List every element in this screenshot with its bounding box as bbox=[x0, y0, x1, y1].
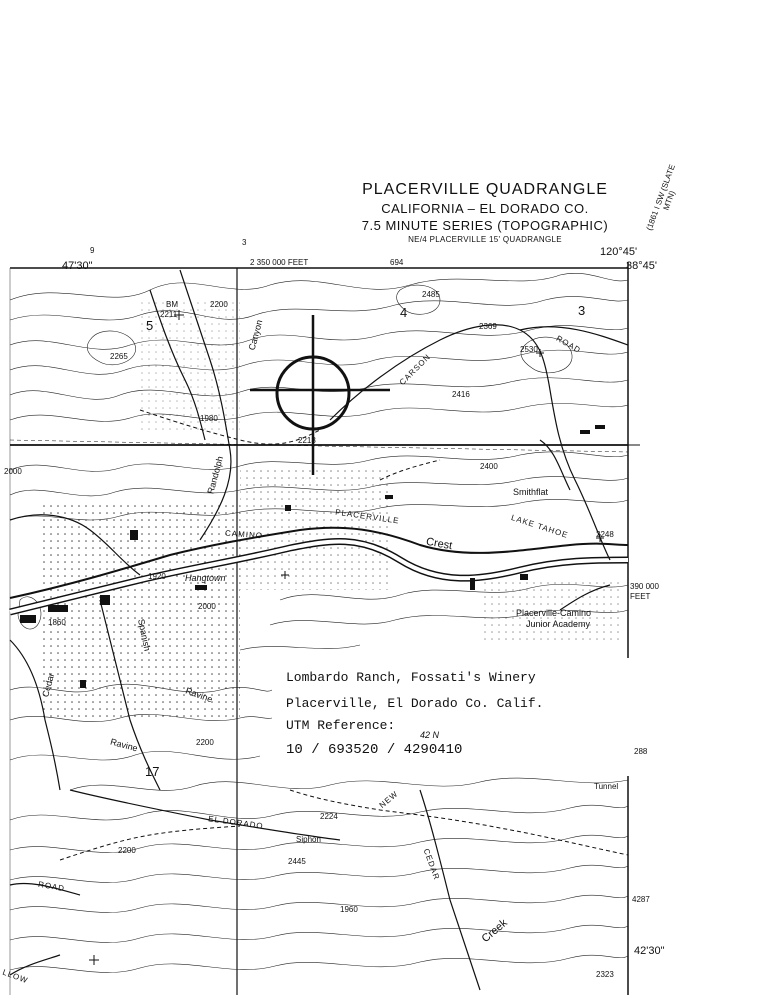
elevation-2248: 2248 bbox=[596, 530, 614, 539]
camino-label: CAMINO bbox=[224, 528, 264, 541]
elevation-2530: 2530 bbox=[520, 345, 538, 354]
elevation-2200b: 2200 bbox=[196, 738, 214, 747]
latitude-top-label: 38°45' bbox=[626, 260, 657, 272]
elevation-2416: 2416 bbox=[452, 390, 470, 399]
smithflat-label: Smithflat bbox=[513, 487, 549, 497]
cedar-lower-label: Cedar bbox=[40, 671, 57, 699]
handwritten-note: 42 N bbox=[420, 730, 440, 740]
site-label-card bbox=[272, 658, 630, 776]
academy-label-1: Placerville-Camino bbox=[516, 608, 592, 618]
easting-288-label: 288 bbox=[634, 747, 648, 756]
road-label: ROAD bbox=[554, 333, 583, 356]
crest-label: Crest bbox=[425, 535, 454, 553]
section-3-label: 3 bbox=[578, 303, 586, 318]
elevation-2323: 2323 bbox=[596, 970, 614, 979]
carson-road-label: CARSON bbox=[397, 352, 433, 387]
creek-label: Creek bbox=[479, 916, 510, 946]
slate-mtn-stamp: (1861 I SW (SLATE MTN) bbox=[644, 163, 677, 232]
elevation-2200c: 2200 bbox=[118, 846, 136, 855]
ravine-label-2: Ravine bbox=[109, 736, 139, 754]
hangtown-label: Hangtown bbox=[185, 573, 226, 583]
ravine-label-1: Ravine bbox=[184, 685, 214, 705]
lake-tahoe-label: LAKE TAHOE bbox=[510, 513, 570, 540]
benchmark-label: BM bbox=[166, 300, 178, 309]
academy-label-2: Junior Academy bbox=[526, 619, 591, 629]
elevation-1920: 1920 bbox=[148, 572, 166, 581]
elevation-2211: 2211 bbox=[160, 310, 178, 319]
longitude-right-label: 120°45' bbox=[600, 246, 638, 258]
latitude-bottom-label: 42'30" bbox=[634, 945, 665, 957]
placerville-road-label: PLACERVILLE bbox=[334, 507, 400, 526]
cedar-upper-label: CEDAR bbox=[421, 847, 442, 882]
longitude-left-label: 47'30" bbox=[62, 260, 93, 272]
elevation-2445: 2445 bbox=[288, 857, 306, 866]
llow-label: LLOW bbox=[1, 967, 30, 986]
tick-mark-3: 3 bbox=[242, 238, 247, 247]
elevation-2369: 2369 bbox=[479, 322, 497, 331]
tunnel-label: Tunnel bbox=[594, 782, 619, 791]
site-name: Lombardo Ranch, Fossati's Winery bbox=[286, 670, 536, 685]
road-label-2: ROAD bbox=[37, 879, 66, 894]
utm-reference-heading: UTM Reference: bbox=[286, 718, 396, 733]
site-location: Placerville, El Dorado Co. Calif. bbox=[286, 696, 544, 711]
elevation-2000b: 2000 bbox=[198, 602, 216, 611]
quadrangle-reference: NE/4 PLACERVILLE 15' QUADRANGLE bbox=[408, 235, 562, 244]
elevation-2485: 2485 bbox=[422, 290, 440, 299]
elevation-2224: 2224 bbox=[320, 812, 338, 821]
elevation-1960: 1960 bbox=[340, 905, 358, 914]
elevation-2400: 2400 bbox=[480, 462, 498, 471]
elevation-2000: 2000 bbox=[4, 467, 22, 476]
elevation-2265: 2265 bbox=[110, 352, 128, 361]
elevation-2200a: 2200 bbox=[210, 300, 228, 309]
county-subtitle: CALIFORNIA – EL DORADO CO. bbox=[381, 201, 589, 216]
quadrangle-title: PLACERVILLE QUADRANGLE bbox=[362, 181, 608, 198]
spanish-label: Spanish bbox=[135, 618, 153, 652]
new-label: NEW bbox=[377, 789, 401, 810]
section-5-label: 5 bbox=[146, 318, 154, 333]
siphon-label: Siphon bbox=[296, 835, 321, 844]
elevation-2218: 2218 bbox=[298, 436, 316, 445]
section-17-label: 17 bbox=[145, 764, 160, 779]
elevation-1860: 1860 bbox=[48, 618, 66, 627]
section-4-label: 4 bbox=[400, 305, 408, 320]
canyon-label: Canyon bbox=[246, 318, 265, 352]
feet-unit-label: FEET bbox=[630, 592, 651, 601]
el-dorado-label: EL DORADO bbox=[207, 814, 265, 831]
utm-reference-value: 10 / 693520 / 4290410 bbox=[286, 742, 463, 758]
series-label: 7.5 MINUTE SERIES (TOPOGRAPHIC) bbox=[361, 218, 609, 233]
easting-694-label: 694 bbox=[390, 258, 404, 267]
grid-feet-label: 2 350 000 FEET bbox=[250, 258, 309, 267]
elevation-1980: 1980 bbox=[200, 414, 218, 423]
northing-feet-label: 390 000 bbox=[630, 582, 659, 591]
site-marker bbox=[250, 315, 390, 475]
tick-mark-9: 9 bbox=[90, 246, 95, 255]
northing-4287-label: 4287 bbox=[632, 895, 650, 904]
randolph-label: Randolph bbox=[205, 455, 226, 495]
